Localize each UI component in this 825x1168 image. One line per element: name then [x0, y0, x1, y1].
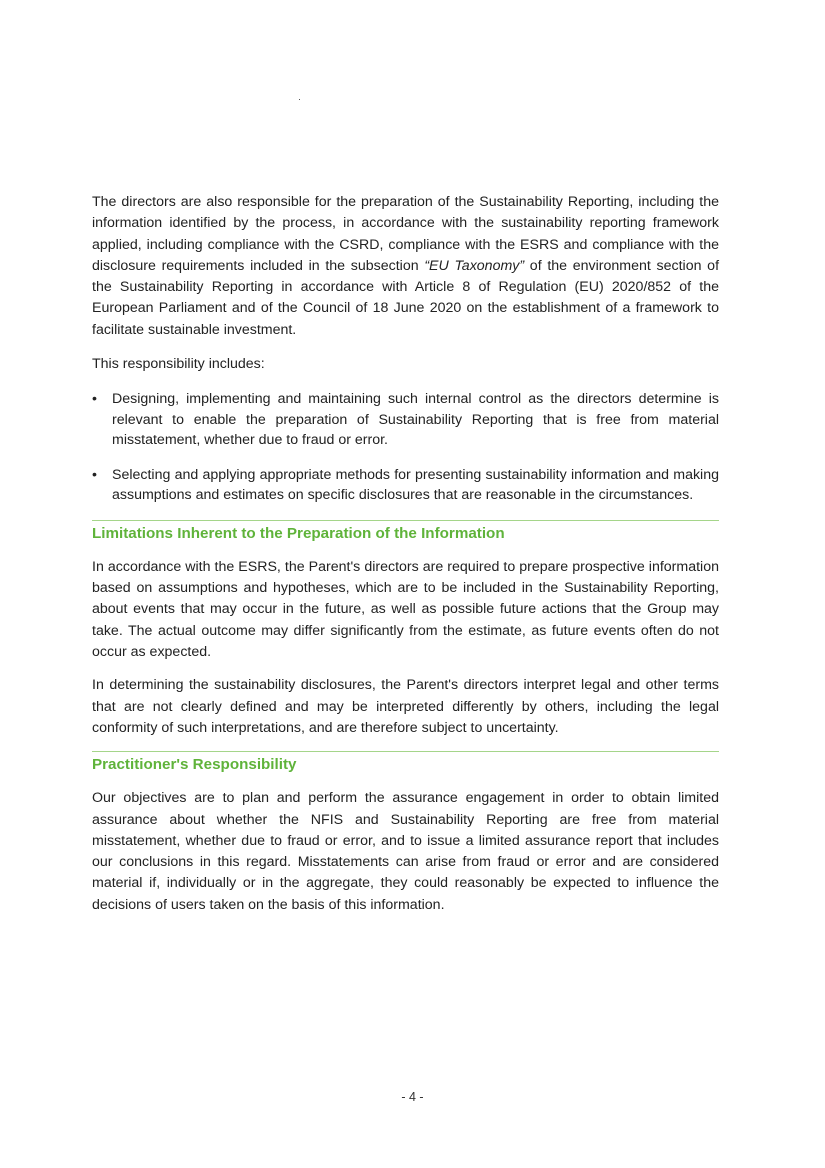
document-body [92, 192, 719, 928]
list-item [92, 389, 719, 451]
section-paragraph: Our objectives are to plan and perform the assurance engagement in order to obtain limited assurance about whether the NFIS and Sustainability Reporting are free from material misstatement, whether due to fraud or error, and to issue a limited assurance report that includes our conclusions in this regard. Misstatements can arise from fraud or error and are considered material if, individually or in the aggregate, they could reasonably be expected to influence the decisions of users taken on the basis of this information. [92, 790, 719, 913]
section-heading-limitations: Limitations Inherent to the Preparation of the Information [92, 524, 505, 542]
section-paragraph: In accordance with the ESRS, the Parent's directors are required to prepare prospective information based on assumptions and hypotheses, which are to be included in the Sustainability Reporting, about events that may occur in the future, as well as possible future actions that the Group may take. The actual outcome may differ significantly from the estimate, as future events often do not occur as expected. [92, 558, 719, 661]
bullet-icon: • [92, 466, 97, 483]
list-item-text: Selecting and applying appropriate methods for presenting sustainability information and making assumptions and estimates on specific disclosures that are reasonable in the circumstances. [112, 466, 719, 504]
section-heading-practitioner: Practitioner's Responsibility [92, 756, 297, 774]
eu-taxonomy-italic: “EU Taxonomy” [424, 257, 525, 274]
bullet-icon: • [92, 391, 97, 408]
section-practitioner-responsibility [92, 751, 719, 916]
paragraph-text-end: of the environment section of the Sustainability Reporting in accordance with Article 8 of Regulation (EU) 2020/852 of the European Parliament and of the Council of 18 June 2020 on the establishment of a framework to facilitate sustainable investment. [92, 257, 720, 338]
page-number: - 4 - [401, 1090, 424, 1104]
list-item [92, 465, 719, 506]
directors-responsibility-paragraph [92, 192, 719, 341]
paragraph-text-start: The directors are also responsible for the preparation of the Sustainability Reporting, including the information identified by the process, in accordance with the sustainability reporting framework applied, including compliance with the CSRD, compliance with the ESRS and compliance with the disclosure requirements included in the subsection [92, 194, 719, 274]
scan-speck [299, 99, 300, 100]
responsibility-intro: This responsibility includes: [92, 356, 265, 373]
list-item-text: Designing, implementing and maintaining such internal control as the directors determine is relevant to enable the preparation of Sustainability Reporting that is free from material misstatement, whether due to fraud or error. [112, 391, 719, 449]
section-limitations [92, 520, 719, 739]
responsibility-list [92, 389, 719, 506]
section-paragraph: In determining the sustainability disclosures, the Parent's directors interpret legal and other terms that are not clearly defined and may be interpreted differently by others, including the legal conformity of such interpretations, and are therefore subject to uncertainty. [92, 677, 719, 736]
